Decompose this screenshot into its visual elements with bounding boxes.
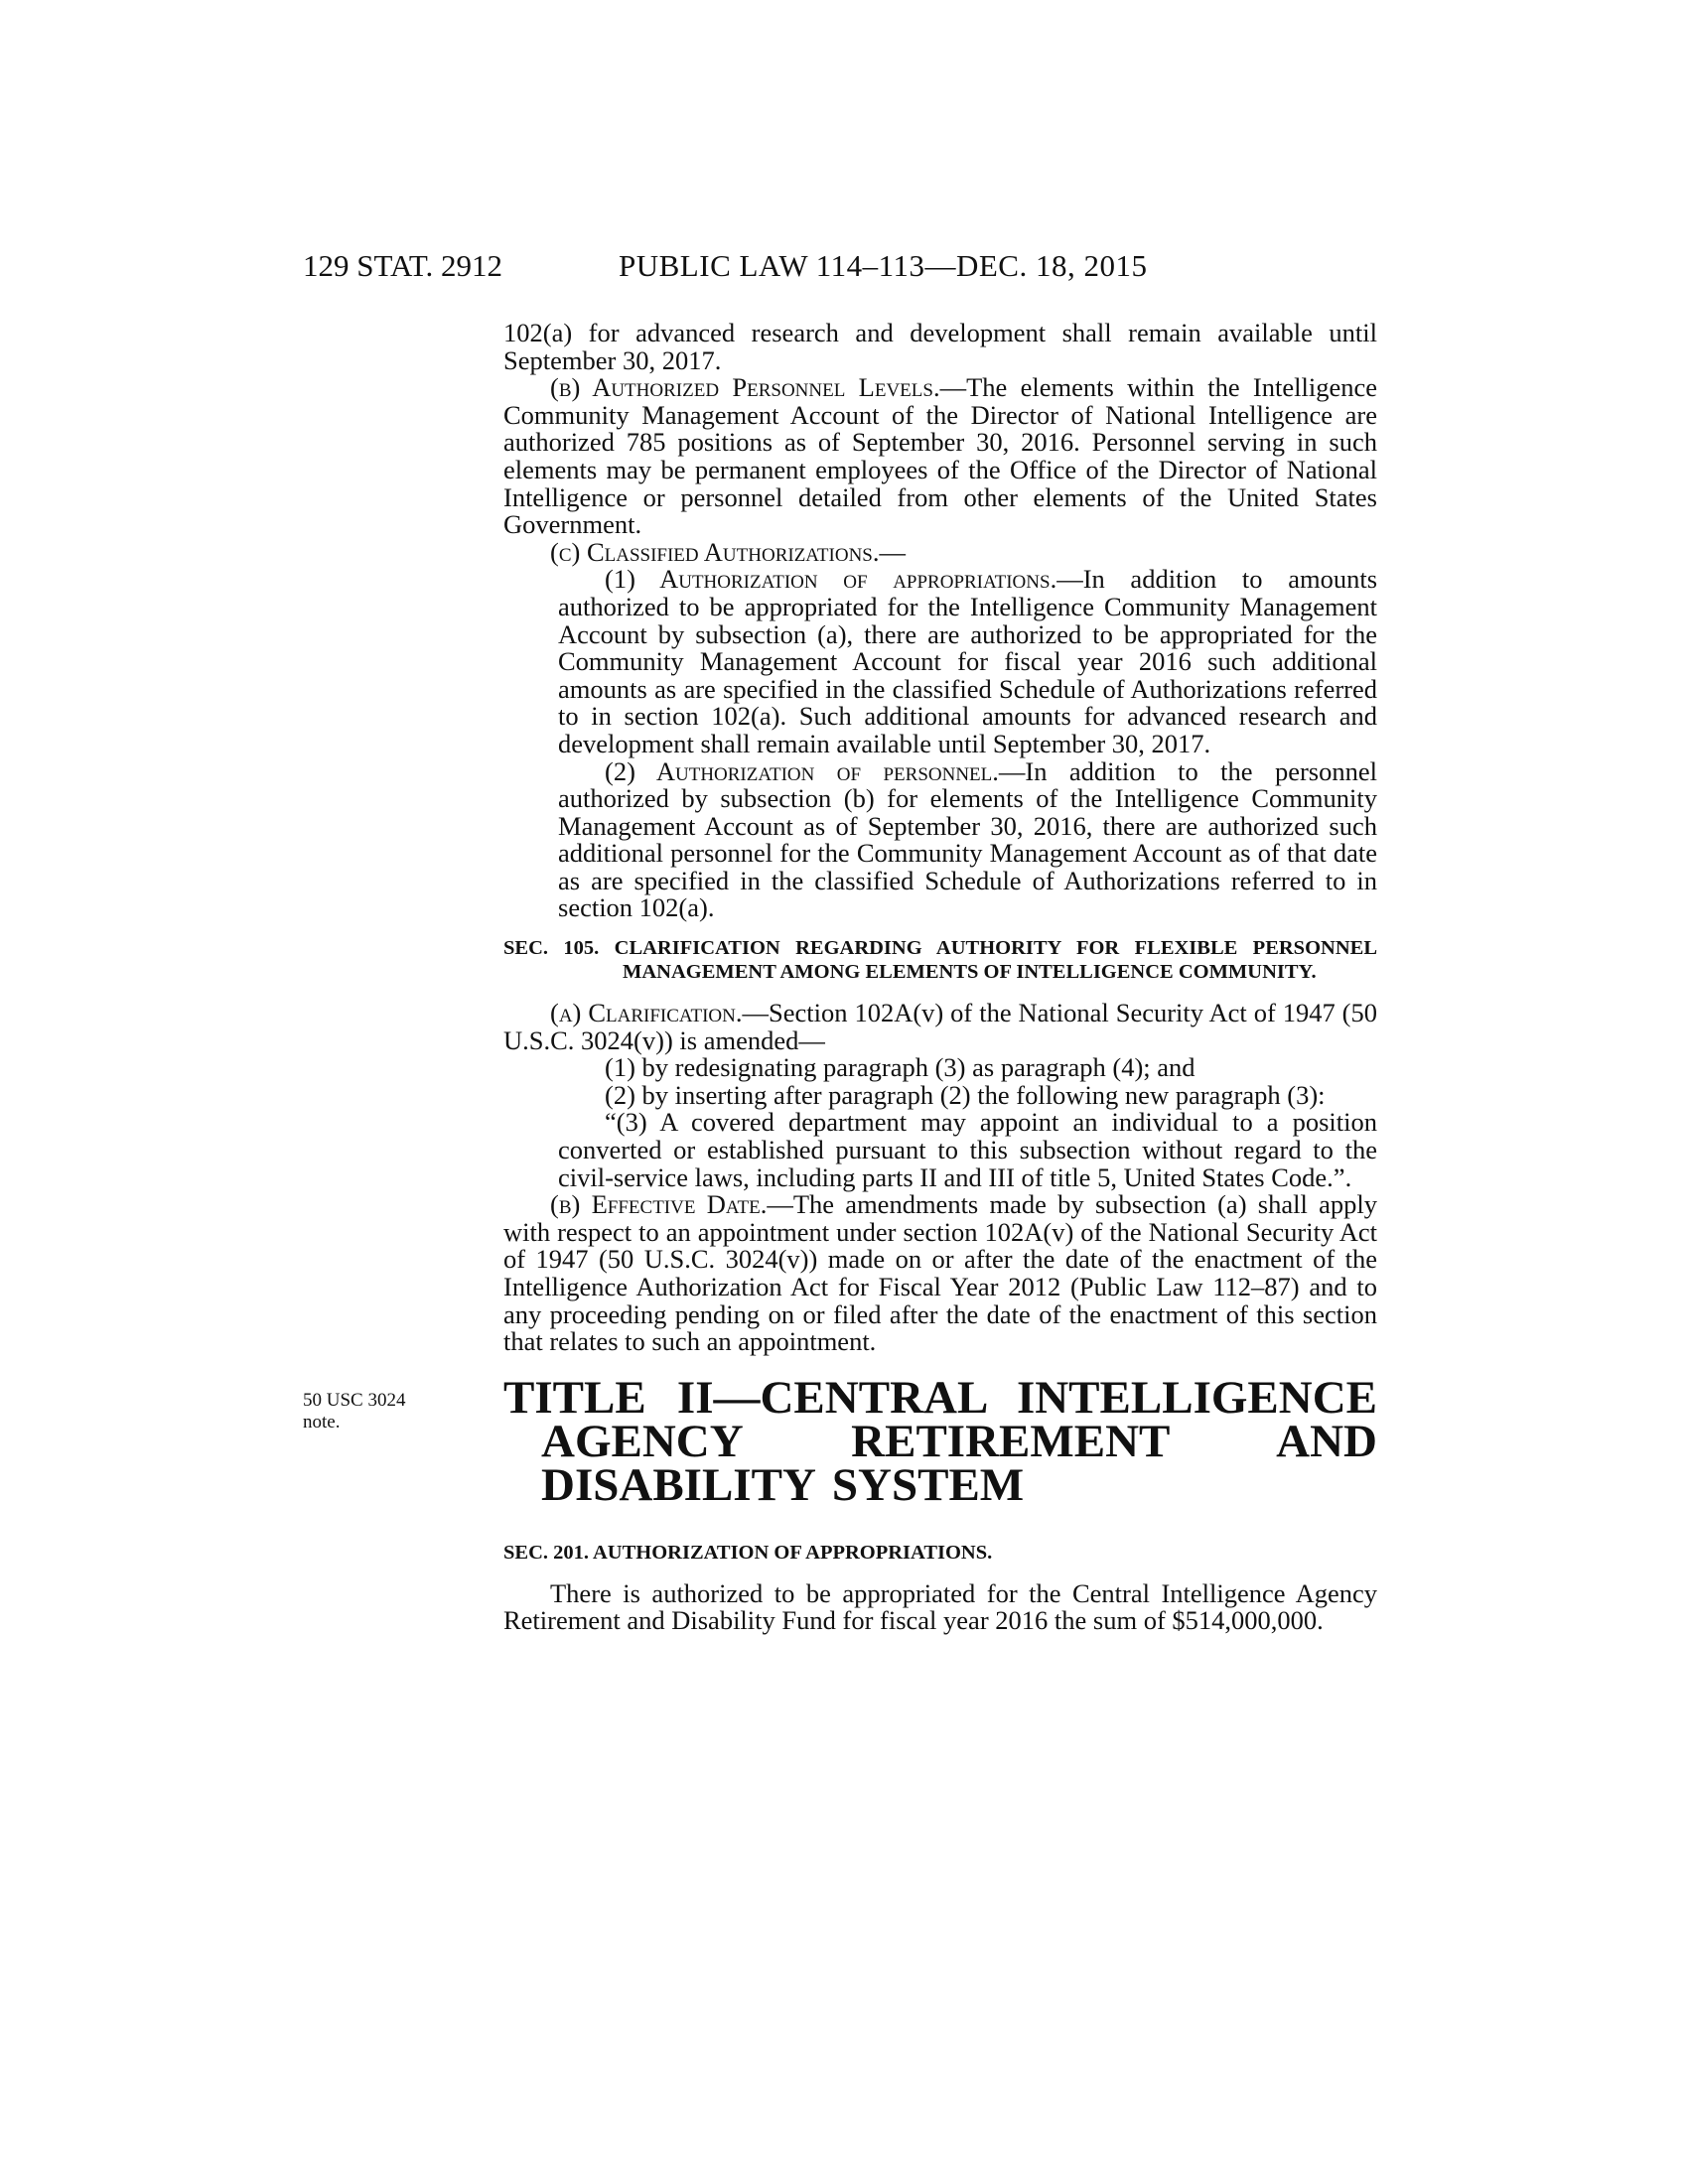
subsection-text: —The elements within the Intelligence Community Management Account of the Director of National Intelligence are authorized 785 positions as of September 30, 2016. Personnel serving in such elements may be permanent employees of the Office of the Director of National Intelligence or personnel detailed from other elements of the United States Government. [503,372,1377,540]
paragraph-201: There is authorized to be appropriated for the Central Intelligence Agency Retirement and Disability Fund for fiscal year 2016 the sum of $514,000,000. [503,1577,1377,1636]
paragraph-a2: (2) by inserting after paragraph (2) the following new paragraph (3): [605,1079,1326,1110]
paragraph-102a: 102(a) for advanced research and development shall remain available until September 30, 2017. [503,318,1377,375]
page-header [303,248,1514,288]
subsection-heading: (b) Effective Date. [550,1189,768,1220]
paragraph-a-clarification [503,1000,1377,1054]
paragraph-c1 [558,566,1377,757]
margin-note-usc: 50 USC 3024 [303,1390,406,1411]
document-body [503,320,1377,1635]
margin-note-label: note. [303,1412,341,1433]
section-201-heading: SEC. 201. AUTHORIZATION OF APPROPRIATIONS. [503,1541,993,1564]
paragraph-heading: (2) Authorization of personnel. [605,755,999,786]
subsection-heading: (c) Classified Authorizations. [550,536,880,567]
subsection-text: —The amendments made by subsection (a) shall apply with respect to an appointment under section 102A(v) of the National Security Act of 1947 (50 U.S.C. 3024(v)) made on or after the date of the enactment of the Intelligence Authorization Act for Fiscal Year 2012 (Public Law 112–87) and to any proceeding pending on or filed after the date of the enactment of this section that relates to such an appointment. [503,1189,1377,1357]
paragraph-text: —In addition to the personnel authorized by subsection (b) for elements of the Intelligence Community Management Account as of September 30, 2016, there are authorized such additional personnel for the Community Management Account as of that date as are specified in the classified Schedule of Authorizations referred to in section 102(a). [558,755,1377,923]
title-ii-heading: TITLE II—CENTRAL INTELLIGENCE AGENCY RETIREMENT AND DISABILITY SYSTEM [503,1371,1377,1511]
paragraph-text: —In addition to amounts authorized to be appropriated for the Intelligence Community Management Account by subsection (a), there are authorized to be appropriated for the Community Management Account for fiscal year 2016 such additional amounts as are specified in the classified Schedule of Authorizations referred to in section 102(a). Such additional amounts for advanced research and development shall remain available until September 30, 2017. [558,564,1378,758]
section-105-heading: SEC. 105. CLARIFICATION REGARDING AUTHORITY FOR FLEXIBLE PERSONNEL MANAGEMENT AMONG ELEMENTS OF INTELLIGENCE COMMUNITY. [503,937,1377,984]
paragraph-b-effective-date [503,1191,1377,1356]
subsection-text: —Section 102A(v) of the National Security Act of 1947 (50 U.S.C. 3024(v)) is amended— [503,998,1378,1055]
paragraph-b-personnel-levels [503,374,1377,539]
subsection-heading: (b) Authorized Personnel Levels. [550,372,940,403]
paragraph-c-classified [503,536,1377,567]
subsection-heading: (a) Clarification. [550,998,743,1028]
paragraph-a1: (1) by redesignating paragraph (3) as paragraph (4); and [605,1052,1196,1083]
quoted-paragraph: “(3) A covered department may appoint an individual to a position converted or established pursuant to this subsection without regard to the civil-service laws, including parts II and III of title 5, United States Code.”. [558,1107,1377,1192]
statute-citation: 129 STAT. 2912 [303,248,503,283]
subsection-dash: — [879,536,906,567]
paragraph-c2 [558,755,1377,923]
paragraph-heading: (1) Authorization of appropriations. [605,564,1057,595]
margin-note [303,1390,405,1433]
public-law-citation: PUBLIC LAW 114–113—DEC. 18, 2015 [619,248,1148,283]
